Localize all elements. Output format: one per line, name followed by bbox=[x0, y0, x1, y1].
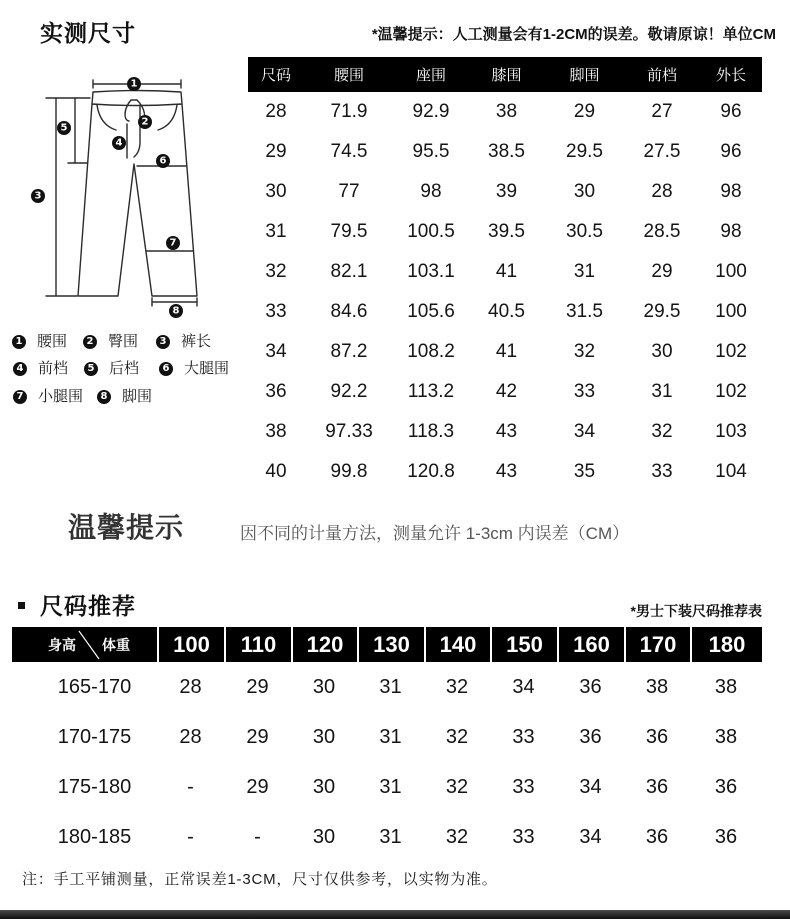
hip-cell: 113.2 bbox=[407, 381, 455, 402]
size-cell: 29 bbox=[265, 141, 287, 162]
marker-number: 3 bbox=[34, 190, 42, 202]
bottom-divider-bar bbox=[0, 910, 790, 919]
waist-cell: 71.9 bbox=[330, 101, 368, 122]
marker-5-icon: 5 bbox=[84, 362, 98, 376]
knee-cell: 39 bbox=[495, 181, 518, 202]
weight-header: 160 bbox=[557, 627, 624, 662]
recommended-size-cell: 31 bbox=[379, 725, 402, 748]
recommended-size-cell: - bbox=[187, 825, 194, 848]
recommended-size-cell: 34 bbox=[512, 675, 535, 698]
waist-cell: 99.8 bbox=[330, 461, 368, 482]
legend-item-calf bbox=[13, 388, 83, 406]
size-cell: 28 bbox=[265, 101, 287, 122]
recommended-size-cell: - bbox=[187, 775, 194, 798]
recommended-size-cell: 32 bbox=[445, 675, 469, 698]
recommended-size-cell: 30 bbox=[312, 825, 336, 848]
legend-item-hem bbox=[97, 388, 152, 406]
size-cell: 40 bbox=[265, 461, 287, 482]
knee-cell: 42 bbox=[495, 381, 518, 402]
marker-number: 2 bbox=[141, 116, 149, 128]
weight-header: 180 bbox=[690, 627, 762, 662]
size-recommendation-table bbox=[12, 627, 762, 862]
knee-cell: 43 bbox=[495, 461, 518, 482]
size-cell: 32 bbox=[265, 261, 287, 282]
legend-item-hip bbox=[83, 333, 138, 351]
recommended-size-cell: 30 bbox=[312, 775, 336, 798]
outseam-cell: 102 bbox=[715, 341, 747, 362]
hem-cell: 30.5 bbox=[566, 221, 603, 242]
recommended-size-cell: 29 bbox=[246, 725, 269, 748]
header-outseam: 外长 bbox=[715, 67, 746, 84]
recommended-size-cell: 34 bbox=[579, 775, 602, 798]
knee-cell: 38 bbox=[495, 101, 518, 122]
header-hip: 座围 bbox=[415, 67, 446, 84]
size-cell: 33 bbox=[265, 301, 287, 322]
weight-label: 体重 bbox=[102, 636, 130, 653]
hem-cell: 32 bbox=[573, 341, 596, 362]
table-row bbox=[248, 252, 762, 292]
size-cell: 36 bbox=[265, 381, 287, 402]
legend-item-back-rise bbox=[84, 360, 139, 378]
outseam-cell: 98 bbox=[720, 221, 742, 242]
hip-cell: 118.3 bbox=[407, 421, 455, 442]
recommended-size-cell: 36 bbox=[645, 825, 669, 848]
knee-cell: 40.5 bbox=[488, 301, 525, 322]
square-bullet-icon bbox=[18, 602, 25, 609]
waist-cell: 79.5 bbox=[330, 221, 368, 242]
height-range-cell: 165-170 bbox=[57, 675, 132, 698]
table-row bbox=[12, 662, 762, 712]
table-row bbox=[248, 92, 762, 132]
header-front-rise: 前档 bbox=[646, 67, 677, 84]
weight-header: 110 bbox=[224, 627, 291, 662]
marker-1-icon: 1 bbox=[12, 335, 26, 349]
hem-cell: 29.5 bbox=[566, 141, 603, 162]
recommended-size-cell: 31 bbox=[379, 675, 402, 698]
header-hem: 脚围 bbox=[569, 67, 600, 84]
legend-label: 前档 bbox=[38, 360, 69, 377]
pants-diagram bbox=[0, 0, 240, 325]
tip-text: 因不同的计量方法，测量允许 1-3cm 内误差（CM） bbox=[240, 524, 630, 543]
back-rise-dimension-line bbox=[68, 98, 87, 163]
height-label: 身高 bbox=[48, 636, 76, 653]
knee-cell: 41 bbox=[495, 261, 518, 282]
marker-8-icon: 8 bbox=[97, 390, 111, 404]
recommended-size-cell: 30 bbox=[312, 725, 336, 748]
hip-cell: 98 bbox=[420, 181, 442, 202]
table-row bbox=[248, 132, 762, 172]
knee-cell: 39.5 bbox=[488, 221, 525, 242]
table-row bbox=[248, 292, 762, 332]
recommended-size-cell: 36 bbox=[579, 725, 602, 748]
hem-cell: 35 bbox=[573, 461, 596, 482]
waistband bbox=[92, 91, 182, 106]
outseam-cell: 96 bbox=[720, 101, 742, 122]
weight-header: 150 bbox=[490, 627, 557, 662]
size-cell: 38 bbox=[265, 421, 287, 442]
marker-number: 7 bbox=[169, 237, 177, 249]
front-rise-cell: 31 bbox=[651, 381, 673, 402]
marker-number: 4 bbox=[115, 137, 123, 149]
tip-title: 温馨提示 bbox=[68, 512, 185, 543]
outseam-cell: 98 bbox=[720, 181, 742, 202]
waist-cell: 84.6 bbox=[330, 301, 368, 322]
hip-cell: 108.2 bbox=[407, 341, 455, 362]
recommended-size-cell: 36 bbox=[579, 675, 602, 698]
measured-size-title: 实测尺寸 bbox=[40, 20, 136, 46]
front-rise-cell: 33 bbox=[651, 461, 673, 482]
recommended-size-cell: 36 bbox=[714, 775, 738, 798]
height-range-cell: 170-175 bbox=[57, 725, 132, 748]
hem-cell: 29 bbox=[573, 101, 596, 122]
front-rise-cell: 32 bbox=[651, 421, 673, 442]
hip-cell: 100.5 bbox=[407, 221, 455, 242]
knee-cell: 41 bbox=[495, 341, 518, 362]
hem-cell: 31 bbox=[573, 261, 596, 282]
recommended-size-cell: 29 bbox=[246, 675, 269, 698]
waist-cell: 77 bbox=[338, 181, 360, 202]
table-row bbox=[12, 812, 762, 862]
legend-label: 脚围 bbox=[122, 388, 153, 405]
hip-cell: 105.6 bbox=[407, 301, 455, 322]
marker-7-icon bbox=[166, 236, 180, 250]
hip-cell: 92.9 bbox=[412, 101, 450, 122]
recommended-size-cell: 36 bbox=[714, 825, 738, 848]
legend-item-front-rise bbox=[13, 360, 68, 378]
waist-cell: 82.1 bbox=[330, 261, 368, 282]
knee-cell: 38.5 bbox=[488, 141, 525, 162]
marker-5-icon bbox=[57, 121, 71, 135]
marker-number: 5 bbox=[60, 122, 68, 134]
marker-3-icon bbox=[31, 189, 45, 203]
recommendation-table-header bbox=[12, 627, 762, 662]
table-row bbox=[248, 212, 762, 252]
marker-3-icon: 3 bbox=[156, 335, 170, 349]
table-row bbox=[248, 332, 762, 372]
size-cell: 34 bbox=[265, 341, 287, 362]
recommend-subtitle: *男士下装尺码推荐表 bbox=[630, 603, 762, 619]
front-rise-cell: 28 bbox=[651, 181, 673, 202]
table-row bbox=[248, 372, 762, 412]
outseam-cell: 100 bbox=[715, 301, 747, 322]
diagonal-divider bbox=[76, 627, 102, 662]
front-rise-cell: 28.5 bbox=[643, 221, 681, 242]
measured-size-table-body bbox=[248, 92, 762, 492]
outseam-cell: 102 bbox=[715, 381, 747, 402]
front-rise-cell: 30 bbox=[651, 341, 673, 362]
marker-number: 6 bbox=[159, 155, 167, 167]
weight-header: 170 bbox=[624, 627, 690, 662]
marker-8-icon bbox=[169, 304, 183, 318]
header-knee: 膝围 bbox=[491, 67, 522, 84]
header-size: 尺码 bbox=[260, 67, 291, 84]
legend-label: 腰围 bbox=[37, 333, 68, 350]
marker-4-icon: 4 bbox=[13, 362, 27, 376]
recommended-size-cell: 38 bbox=[714, 725, 738, 748]
weight-header: 120 bbox=[291, 627, 357, 662]
hem-cell: 34 bbox=[573, 421, 596, 442]
outseam-cell: 103 bbox=[715, 421, 747, 442]
waist-cell: 87.2 bbox=[330, 341, 368, 362]
table-row bbox=[248, 172, 762, 212]
marker-number: 8 bbox=[172, 305, 180, 317]
size-cell: 30 bbox=[265, 181, 287, 202]
table-row bbox=[248, 412, 762, 452]
hem-cell: 31.5 bbox=[566, 301, 603, 322]
hip-cell: 103.1 bbox=[407, 261, 455, 282]
weight-header: 100 bbox=[157, 627, 224, 662]
recommended-size-cell: 34 bbox=[579, 825, 602, 848]
recommended-size-cell: 32 bbox=[445, 825, 469, 848]
table-row bbox=[12, 762, 762, 812]
legend-item-length bbox=[156, 333, 211, 351]
legend-item-waist bbox=[12, 333, 67, 351]
recommended-size-cell: 36 bbox=[645, 775, 669, 798]
legend-label: 后档 bbox=[109, 360, 140, 377]
recommendation-table-body bbox=[12, 662, 762, 862]
knee-cell: 43 bbox=[495, 421, 518, 442]
waist-cell: 92.2 bbox=[330, 381, 368, 402]
legend-label: 小腿围 bbox=[38, 388, 84, 405]
weight-header: 140 bbox=[424, 627, 490, 662]
marker-4-icon bbox=[112, 136, 126, 150]
marker-1-icon bbox=[127, 77, 141, 91]
recommended-size-cell: 30 bbox=[312, 675, 336, 698]
recommended-size-cell: 38 bbox=[645, 675, 669, 698]
table-row bbox=[248, 452, 762, 492]
waist-cell: 97.33 bbox=[325, 421, 373, 442]
outseam-cell: 100 bbox=[715, 261, 747, 282]
legend-label: 裤长 bbox=[181, 333, 212, 350]
marker-number: 1 bbox=[130, 78, 138, 90]
marker-2-icon bbox=[138, 115, 152, 129]
recommended-size-cell: 38 bbox=[714, 675, 738, 698]
table-row bbox=[12, 712, 762, 762]
recommended-size-cell: 29 bbox=[246, 775, 269, 798]
marker-2-icon: 2 bbox=[83, 335, 97, 349]
legend-label: 臀围 bbox=[108, 333, 139, 350]
marker-6-icon bbox=[156, 154, 170, 168]
recommended-size-cell: 33 bbox=[512, 775, 535, 798]
recommended-size-cell: 28 bbox=[179, 725, 202, 748]
waist-cell: 74.5 bbox=[330, 141, 368, 162]
recommended-size-cell: 28 bbox=[179, 675, 202, 698]
measured-size-table-header bbox=[248, 57, 762, 92]
recommended-size-cell: 32 bbox=[445, 775, 469, 798]
marker-7-icon: 7 bbox=[13, 390, 27, 404]
outseam-cell: 96 bbox=[720, 141, 742, 162]
recommend-title: 尺码推荐 bbox=[40, 593, 136, 619]
hem-cell: 33 bbox=[573, 381, 596, 402]
weight-header: 130 bbox=[357, 627, 424, 662]
height-range-cell: 180-185 bbox=[57, 825, 132, 848]
recommended-size-cell: 31 bbox=[379, 825, 402, 848]
recommended-size-cell: - bbox=[254, 825, 261, 848]
recommended-size-cell: 36 bbox=[645, 725, 669, 748]
legend-item-thigh bbox=[159, 360, 229, 378]
marker-6-icon: 6 bbox=[159, 362, 173, 376]
footnote: 注：手工平铺测量，正常误差1-3CM，尺寸仅供参考，以实物为准。 bbox=[22, 871, 498, 888]
front-rise-cell: 29 bbox=[651, 261, 673, 282]
hip-cell: 95.5 bbox=[412, 141, 450, 162]
pants-outline bbox=[78, 104, 197, 296]
header-waist: 腰围 bbox=[333, 67, 364, 84]
recommended-size-cell: 33 bbox=[512, 725, 535, 748]
height-weight-corner bbox=[12, 627, 157, 662]
height-range-cell: 175-180 bbox=[57, 775, 132, 798]
recommended-size-cell: 32 bbox=[445, 725, 469, 748]
size-cell: 31 bbox=[265, 221, 287, 242]
hip-cell: 120.8 bbox=[407, 461, 455, 482]
recommended-size-cell: 31 bbox=[379, 775, 402, 798]
measured-size-table bbox=[248, 57, 762, 492]
outseam-cell: 104 bbox=[715, 461, 747, 482]
legend-label: 大腿围 bbox=[184, 360, 230, 377]
hem-cell: 30 bbox=[573, 181, 596, 202]
front-rise-cell: 29.5 bbox=[643, 301, 681, 322]
front-rise-cell: 27.5 bbox=[643, 141, 681, 162]
recommended-size-cell: 33 bbox=[512, 825, 535, 848]
measurement-notice: *温馨提示：人工测量会有1-2CM的误差。敬请原谅！单位CM bbox=[371, 26, 776, 43]
front-rise-cell: 27 bbox=[651, 101, 673, 122]
